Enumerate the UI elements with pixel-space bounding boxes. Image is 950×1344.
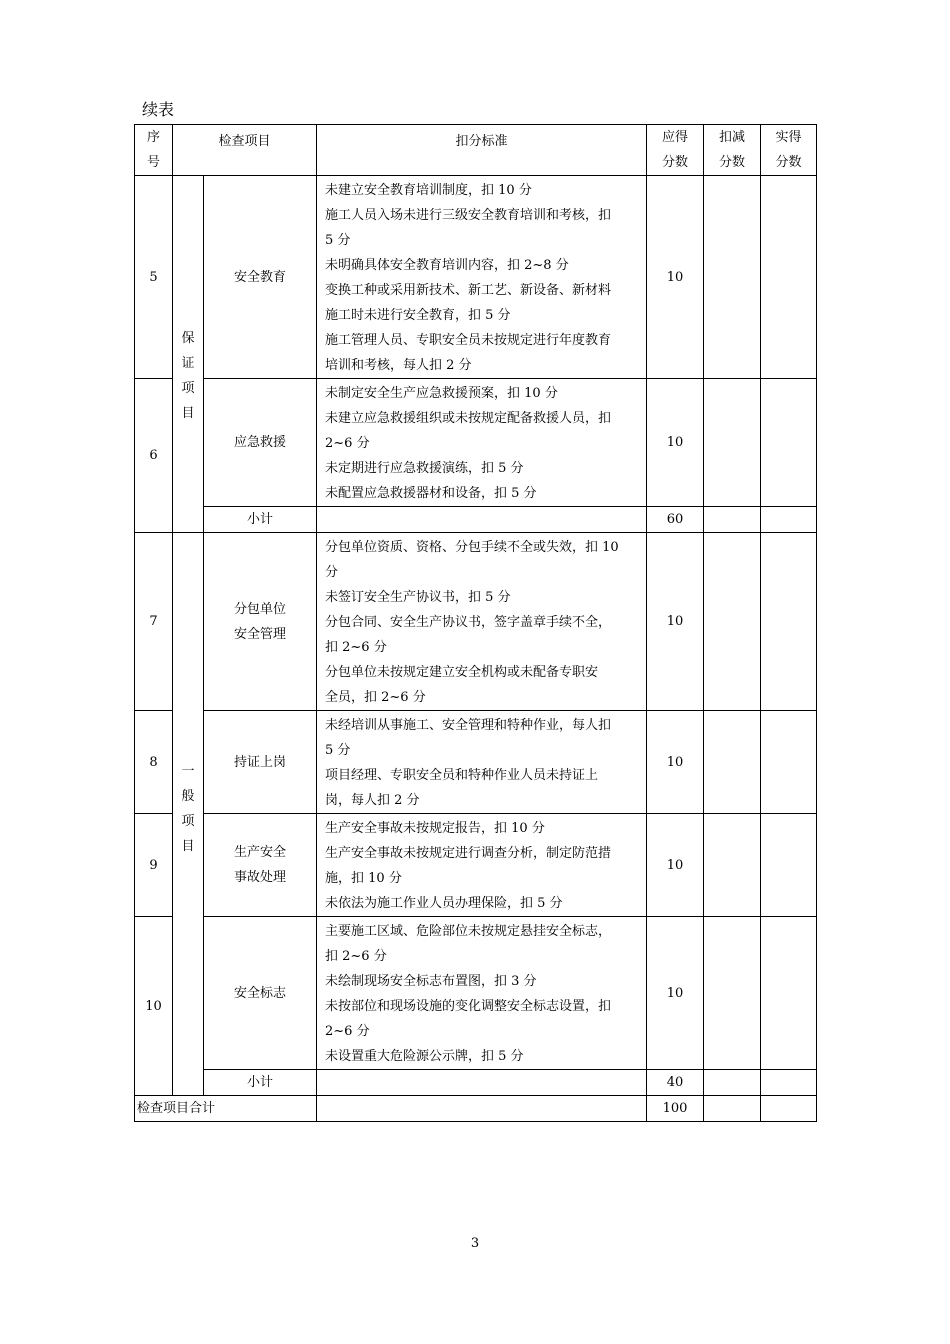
table-row bbox=[135, 814, 817, 917]
row-criteria: 未制定安全生产应急救援预案，扣 10 分 未建立应急救援组织或未按规定配备救援人员，扣 2~6 分 未定期进行应急救援演练，扣 5 分 未配置应急救援器材和设备，扣 5 分 bbox=[317, 379, 647, 507]
inspection-table bbox=[134, 124, 817, 1122]
row-item: 应急救援 bbox=[204, 379, 317, 507]
row-actual-score[interactable] bbox=[761, 533, 817, 711]
table-row bbox=[135, 379, 817, 507]
subtotal-row bbox=[135, 507, 817, 533]
table-row bbox=[135, 533, 817, 711]
total-row bbox=[135, 1096, 817, 1122]
row-deduct-score[interactable] bbox=[704, 814, 761, 917]
subtotal-criteria-empty bbox=[317, 1070, 647, 1096]
subtotal-score: 60 bbox=[647, 507, 704, 533]
header-row bbox=[135, 125, 817, 176]
row-deduct-score[interactable] bbox=[704, 917, 761, 1070]
row-item: 生产安全 事故处理 bbox=[204, 814, 317, 917]
row-actual-score[interactable] bbox=[761, 917, 817, 1070]
subtotal-label: 小计 bbox=[204, 1070, 317, 1096]
header-deduct-score: 扣减 分数 bbox=[704, 125, 761, 176]
row-actual-score[interactable] bbox=[761, 176, 817, 379]
row-due-score: 10 bbox=[647, 176, 704, 379]
total-deduct-score[interactable] bbox=[704, 1096, 761, 1122]
header-actual-score: 实得 分数 bbox=[761, 125, 817, 176]
table-row bbox=[135, 711, 817, 814]
row-seq: 9 bbox=[135, 814, 173, 917]
row-seq: 6 bbox=[135, 379, 173, 533]
row-deduct-score[interactable] bbox=[704, 176, 761, 379]
row-criteria: 分包单位资质、资格、分包手续不全或失效，扣 10 分 未签订安全生产协议书，扣 5 分 分包合同、安全生产协议书，签字盖章手续不全， 扣 2~6 分 分包单位未按规定建立安全机构或未配备专职安 全员，扣 2~6 分 bbox=[317, 533, 647, 711]
header-seq: 序 号 bbox=[135, 125, 173, 176]
row-criteria: 主要施工区域、危险部位未按规定悬挂安全标志， 扣 2~6 分 未绘制现场安全标志布置图，扣 3 分 未按部位和现场设施的变化调整安全标志设置，扣 2~6 分 未设置重大危险源公示牌，扣 5 分 bbox=[317, 917, 647, 1070]
row-deduct-score[interactable] bbox=[704, 711, 761, 814]
row-actual-score[interactable] bbox=[761, 379, 817, 507]
total-criteria-empty bbox=[317, 1096, 647, 1122]
row-seq: 5 bbox=[135, 176, 173, 379]
row-actual-score[interactable] bbox=[761, 814, 817, 917]
subtotal-criteria-empty bbox=[317, 507, 647, 533]
row-actual-score[interactable] bbox=[761, 711, 817, 814]
row-due-score: 10 bbox=[647, 711, 704, 814]
table-row bbox=[135, 176, 817, 379]
header-due-score: 应得 分数 bbox=[647, 125, 704, 176]
table-row bbox=[135, 917, 817, 1070]
header-item: 检查项目 bbox=[173, 125, 317, 176]
row-criteria: 生产安全事故未按规定报告，扣 10 分 生产安全事故未按规定进行调查分析，制定防范措 施，扣 10 分 未依法为施工作业人员办理保险，扣 5 分 bbox=[317, 814, 647, 917]
header-criteria: 扣分标准 bbox=[317, 125, 647, 176]
total-actual-score[interactable] bbox=[761, 1096, 817, 1122]
row-item: 安全标志 bbox=[204, 917, 317, 1070]
subtotal-actual-score[interactable] bbox=[761, 507, 817, 533]
subtotal-actual-score[interactable] bbox=[761, 1070, 817, 1096]
group-guaranteed: 保 证 项 目 bbox=[173, 176, 204, 533]
total-score: 100 bbox=[647, 1096, 704, 1122]
row-item: 持证上岗 bbox=[204, 711, 317, 814]
row-due-score: 10 bbox=[647, 379, 704, 507]
row-seq: 10 bbox=[135, 917, 173, 1096]
group-general: 一 般 项 目 bbox=[173, 533, 204, 1096]
row-due-score: 10 bbox=[647, 814, 704, 917]
subtotal-score: 40 bbox=[647, 1070, 704, 1096]
row-seq: 8 bbox=[135, 711, 173, 814]
page-number: 3 bbox=[470, 1236, 480, 1251]
subtotal-row bbox=[135, 1070, 817, 1096]
subtotal-label: 小计 bbox=[204, 507, 317, 533]
row-criteria: 未经培训从事施工、安全管理和特种作业，每人扣 5 分 项目经理、专职安全员和特种作业人员未持证上 岗，每人扣 2 分 bbox=[317, 711, 647, 814]
row-item: 安全教育 bbox=[204, 176, 317, 379]
row-seq: 7 bbox=[135, 533, 173, 711]
row-deduct-score[interactable] bbox=[704, 533, 761, 711]
row-due-score: 10 bbox=[647, 917, 704, 1070]
row-item: 分包单位 安全管理 bbox=[204, 533, 317, 711]
subtotal-deduct-score[interactable] bbox=[704, 1070, 761, 1096]
row-criteria: 未建立安全教育培训制度，扣 10 分 施工人员入场未进行三级安全教育培训和考核，扣 5 分 未明确具体安全教育培训内容，扣 2~8 分 变换工种或采用新技术、新工艺、新设备、新材料 施工时未进行安全教育，扣 5 分 施工管理人员、专职安全员未按规定进行年度教育 培训和考核，每人扣 2 分 bbox=[317, 176, 647, 379]
subtotal-deduct-score[interactable] bbox=[704, 507, 761, 533]
total-label: 检查项目合计 bbox=[135, 1096, 317, 1122]
table-caption: 续表 bbox=[142, 100, 175, 119]
row-due-score: 10 bbox=[647, 533, 704, 711]
row-deduct-score[interactable] bbox=[704, 379, 761, 507]
